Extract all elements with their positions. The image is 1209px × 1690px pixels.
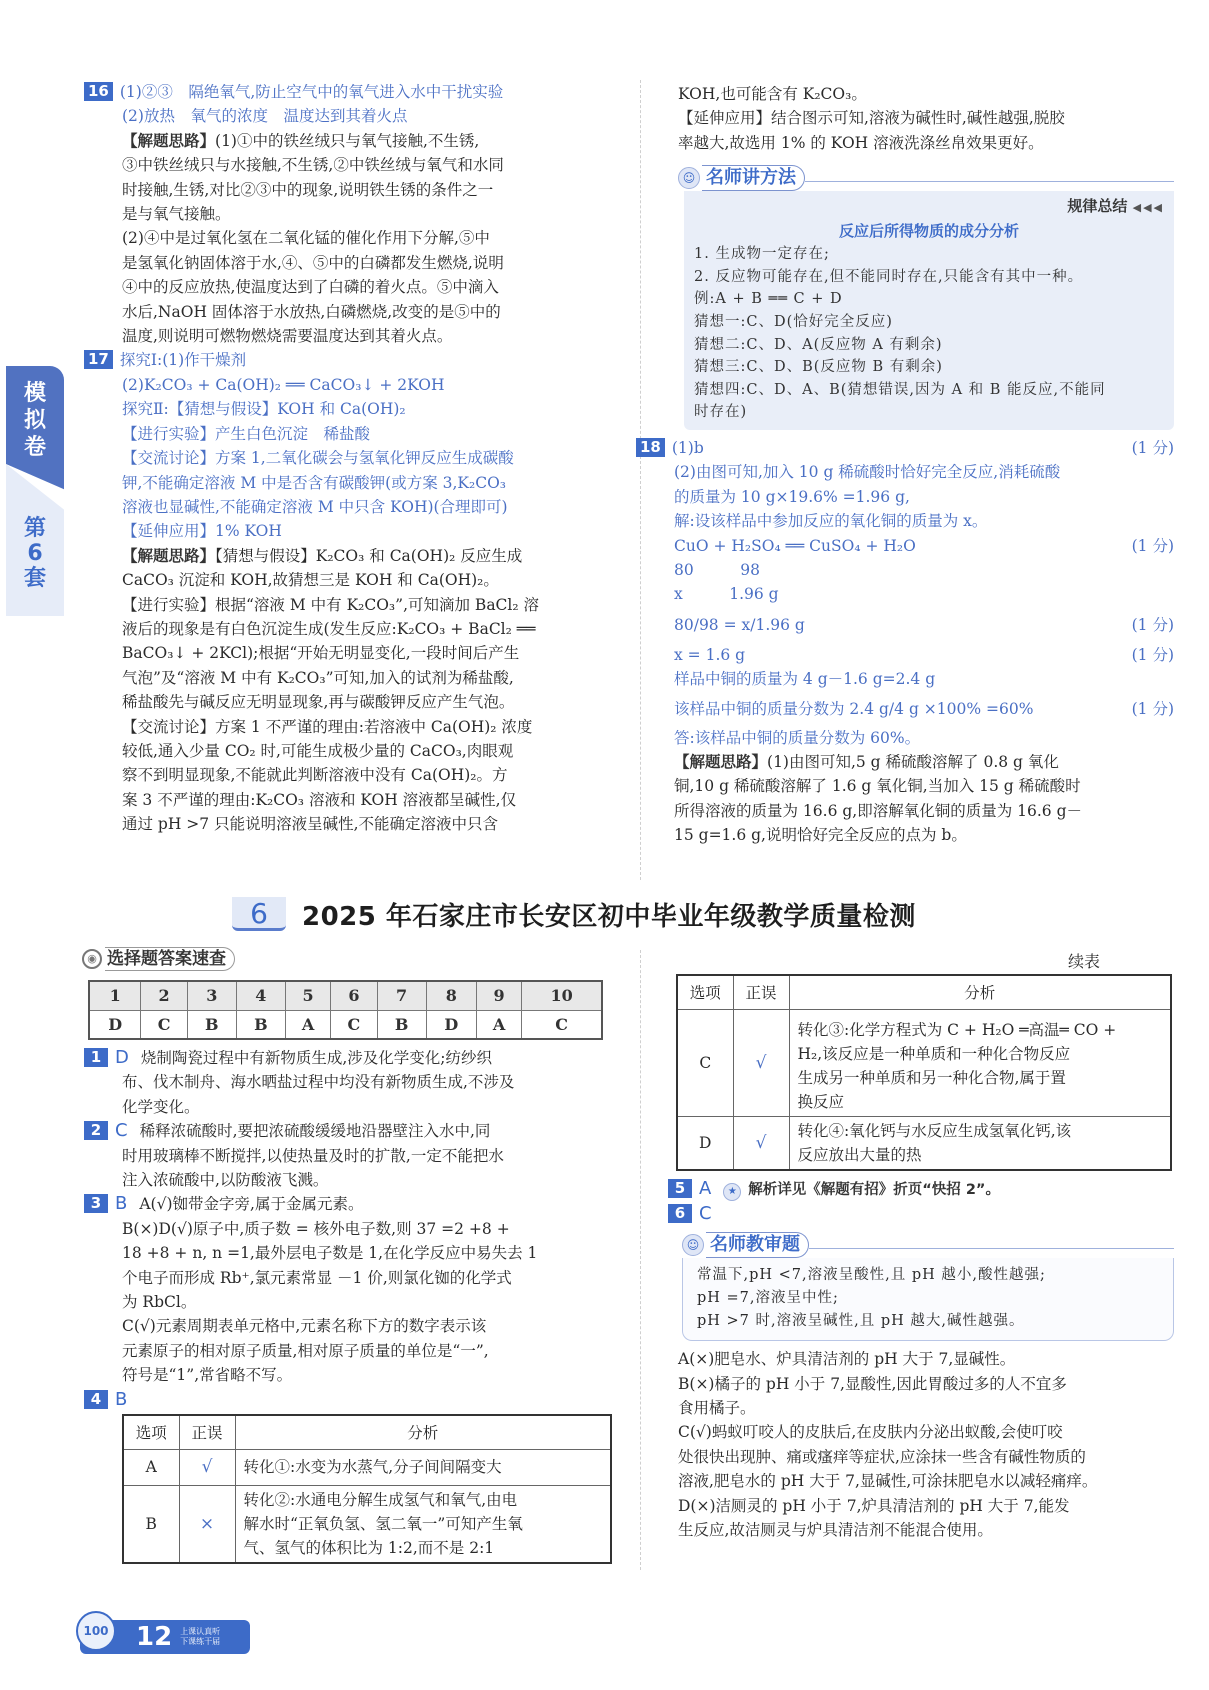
mc-2: 2 C 稀释浓硫酸时,要把浓硫酸缓缓地沿器壁注入水中,同 时用玻璃棒不断搅拌,以使热量及时的扩散,一定不能把水 注入浓硫酸中,以防酸液飞溅。 bbox=[84, 1119, 614, 1192]
column-divider bbox=[640, 950, 641, 1570]
score-label: (1 分) bbox=[1131, 615, 1174, 634]
teacher-method-box bbox=[678, 165, 1174, 430]
question-number-badge: 18 bbox=[636, 438, 665, 457]
q6-analysis: A(×)肥皂水、炉具清洁剂的 pH 大于 7,显碱性。 B(×)橘子的 pH 小于 7,显酸性,因此胃酸过多的人不宜多 食用橘子。 C(√)蚂蚁叮咬人的皮肤后,在皮肤内分泌出蚁酸,会使叮咬 处很快出现肿、痛或瘙痒等症状,应涂抹一些含有碱性物质的 溶液,肥皂水的 pH 大于 7,显碱性,可涂抹肥皂水以减轻痛痒。 D(×)洁厕灵的 pH 小于 7,炉具清洁剂的 pH 大于 7,能发 生反应,故洁厕灵与炉具清洁剂不能混合使用。 bbox=[678, 1350, 1098, 1539]
question-number-badge: 3 bbox=[84, 1194, 108, 1213]
q18-line: 该样品中铜的质量分数为 2.4 g/4 g ×100% =60% (1 分) bbox=[636, 692, 1174, 726]
triangle-left-icon: ◀◀◀ bbox=[1132, 201, 1164, 215]
table-row: B × 转化②:水通电分解生成氢气和氧气,由电 解水时“正氧负氢、氢二氧一”可知产生氧 气、氢气的体积比为 1:2,而不是 2:1 bbox=[123, 1485, 611, 1563]
q4-analysis-table: 选项 正误 分析 A √ 转化①:水变为水蒸气,分子间间隔变大 B × 转化②:水通电分解生成氢气和氧气,由电 解水时“正氧负氢、氢二氧一”可知产生氧 气、氢气的体积比为 1:2,而不是 2:1 bbox=[122, 1414, 612, 1564]
q16-answer-2: (2)放热 氧气的浓度 温度达到其着火点 bbox=[122, 107, 408, 126]
q16-thinking-line: 时接触,生锈,对比②③中的现象,说明铁生锈的条件之一 bbox=[122, 180, 494, 199]
left-column-top bbox=[84, 80, 614, 837]
q17-answer-1: 17 探究Ⅰ:(1)作干燥剂 bbox=[84, 348, 614, 372]
q17-thinking-line: 较低,通入少量 CO₂ 时,可能生成极少量的 CaCO₃,肉眼观 bbox=[122, 741, 514, 760]
question-number-badge: 2 bbox=[84, 1121, 108, 1140]
answer-letter: A bbox=[699, 1177, 712, 1199]
q17-answer-line: 钾,不能确定溶液 M 中是否含有碳酸钾(或方案 3,K₂CO₃ bbox=[122, 473, 506, 492]
check-icon: √ bbox=[733, 1009, 789, 1116]
answer-letter: B bbox=[115, 1388, 128, 1410]
q17-thinking: 【解题思路】【猜想与假设】K₂CO₃ 和 Ca(OH)₂ 反应生成 bbox=[122, 546, 523, 565]
q17-thinking-line: 气泡”及“溶液 M 中有 K₂CO₃”可知,加入的试剂为稀盐酸, bbox=[122, 668, 514, 687]
score-label: (1 分) bbox=[1131, 438, 1174, 457]
quick-answer-numbers-row: 1 2 3 4 5 6 7 8 9 10 bbox=[89, 981, 602, 1010]
mc-3: 3 B A(√)铷带金字旁,属于金属元素。 B(×)D(√)原子中,质子数 = 核外电子数,则 37 =2 +8 + 18 +8 + n, n =1,最外层电子数是 1,在化学反应中易失去 1 个电子而形成 Rb⁺,氯元素常显 －1 价,则氯化铷的化学式 为 RbCl。 C(√)元素周期表单元格中,元素名称下方的数字表示该 元素原子的相对原子质量,相对原子质量的单位是“一”, 符号是“1”,常省略不写。 bbox=[84, 1192, 614, 1387]
mc-4 bbox=[84, 1388, 614, 1564]
q18-line: 18 (1)b (1 分) bbox=[636, 436, 1174, 460]
q17-answer-line: (2)K₂CO₃ + Ca(OH)₂ ══ CaCO₃↓ + 2KOH bbox=[122, 375, 445, 394]
footer-slogan: 上课认真听 下课练干届 bbox=[180, 1627, 221, 1646]
q18-line: 答:该样品中铜的质量分数为 60%。 bbox=[674, 728, 921, 747]
q17-thinking-line: BaCO₃↓ + 2KCl);根据“开始无明显变化,一段时间后产生 bbox=[122, 644, 520, 663]
method-line: 1. 生成物一定存在; bbox=[694, 246, 830, 263]
q18-line: 样品中铜的质量为 4 g－1.6 g=2.4 g bbox=[674, 670, 936, 689]
method-line: 时存在) bbox=[694, 404, 748, 421]
method-kicker: 规律总结 ◀◀◀ bbox=[1067, 197, 1164, 216]
q18-line: 的质量为 10 g×19.6% =1.96 g, bbox=[674, 487, 910, 506]
right-column-top bbox=[640, 82, 1174, 848]
side-tab bbox=[6, 366, 64, 616]
q4-analysis-table-continued: 选项 正误 分析 C √ 转化③:化学方程式为 C + H₂O ═高温═ CO + H₂,该反应是一种单质和一种化合物反应 生成另一种单质和另一种化合物,属于置 换反应 D √ 转化④:氧化钙与水反应生成氢氧化钙,该 反应放出大量的热 bbox=[676, 974, 1172, 1171]
teach-box-header bbox=[682, 1232, 1174, 1258]
q16-thinking-line: 是与氧气接触。 bbox=[122, 205, 231, 224]
mascot-icon: ☺ bbox=[678, 167, 700, 189]
q16-thinking-line: 是氢氧化钠固体溶于水,④、⑤中的白磷都发生燃烧,说明 bbox=[122, 253, 504, 272]
check-icon: √ bbox=[179, 1449, 235, 1485]
question-number-badge: 1 bbox=[84, 1048, 108, 1067]
section-title-text: 2025 年石家庄市长安区初中毕业年级教学质量检测 bbox=[302, 901, 916, 932]
check-icon: √ bbox=[733, 1116, 789, 1170]
method-box-body bbox=[684, 191, 1174, 430]
teach-box-title: 名师教审题 bbox=[706, 1232, 809, 1258]
q17-thinking-line: 察不到明显现象,不能就此判断溶液中没有 Ca(OH)₂。方 bbox=[122, 766, 508, 785]
score-label: (1 分) bbox=[1131, 645, 1174, 664]
method-line: 猜想一:C、D(恰好完全反应) bbox=[694, 314, 893, 330]
mascot-icon: ☺ bbox=[682, 1234, 704, 1256]
q17-continued-line: 率越大,故选用 1% 的 KOH 溶液洗涤丝帛效果更好。 bbox=[678, 133, 1044, 152]
q17-answer-line: 【交流讨论】方案 1,二氧化碳会与氢氧化钾反应生成碳酸 bbox=[122, 449, 514, 468]
q18-thinking-line: 15 g=1.6 g,说明恰好完全反应的点为 b。 bbox=[674, 826, 967, 845]
q5: 5 A ★ 解析详见《解题有招》折页“快招 2”。 bbox=[668, 1177, 1174, 1202]
table-row: D √ 转化④:氧化钙与水反应生成氢氧化钙,该 反应放出大量的热 bbox=[677, 1116, 1171, 1170]
right-column-bottom bbox=[668, 950, 1174, 1542]
q17-answer-line: 【进行实验】产生白色沉淀 稀盐酸 bbox=[122, 424, 371, 443]
q17-thinking-line: 【交流讨论】方案 1 不严谨的理由:若溶液中 Ca(OH)₂ 浓度 bbox=[122, 717, 533, 736]
side-tab-label-set: 第6套 bbox=[23, 516, 46, 591]
question-number-badge: 16 bbox=[84, 82, 113, 101]
question-number-badge: 5 bbox=[668, 1179, 692, 1198]
q17-thinking-line: 稀盐酸先与碱反应无明显现象,再与碳酸钾反应产生气泡。 bbox=[122, 693, 515, 712]
score-label: (1 分) bbox=[1131, 699, 1174, 718]
method-box-title: 名师讲方法 bbox=[702, 165, 805, 191]
q18-line: 80/98 = x/1.96 g (1 分) bbox=[636, 607, 1174, 643]
q17-answer-line: 探究Ⅱ:【猜想与假设】KOH 和 Ca(OH)₂ bbox=[122, 400, 406, 419]
q17-thinking-line: 通过 pH >7 只能说明溶液呈碱性,不能确定溶液中只含 bbox=[122, 815, 498, 834]
answer-letter: C bbox=[699, 1202, 712, 1224]
mascot-icon: 100 bbox=[76, 1611, 116, 1651]
teacher-review-box bbox=[682, 1232, 1174, 1341]
q16-thinking-line: 温度,则说明可燃物燃烧需要温度达到其着火点。 bbox=[122, 327, 453, 346]
q16-thinking-line: (2)④中是过氧化氢在二氧化锰的催化作用下分解,⑤中 bbox=[122, 229, 490, 248]
method-line: 猜想四:C、D、A、B(猜想错误,因为 A 和 B 能反应,不能同 bbox=[694, 381, 1106, 398]
q16-answer-1: 16 (1)②③ 隔绝氧气,防止空气中的氧气进入水中干扰实验 bbox=[84, 80, 614, 104]
method-line: 猜想二:C、D、A(反应物 A 有剩余) bbox=[694, 336, 943, 353]
q16-thinking-line: ④中的反应放热,使温度达到了白磷的着火点。⑤中滴入 bbox=[122, 278, 499, 297]
mc-1: 1 D 烧制陶瓷过程中有新物质生成,涉及化学变化;纺纱织 布、伐木制舟、海水晒盐过程中均没有新物质生成,不涉及 化学变化。 bbox=[84, 1046, 614, 1119]
question-number-badge: 17 bbox=[84, 350, 113, 369]
q18-block bbox=[636, 436, 1174, 848]
q18-line: CuO + H₂SO₄ ══ CuSO₄ + H₂O (1 分) bbox=[636, 534, 1174, 558]
score-label: (1 分) bbox=[1131, 536, 1174, 555]
table-row: A √ 转化①:水变为水蒸气,分子间间隔变大 bbox=[123, 1449, 611, 1485]
q18-thinking: 【解题思路】(1)由图可知,5 g 稀硫酸溶解了 0.8 g 氧化 bbox=[674, 753, 1059, 772]
q17-answer-line: 溶液也显碱性,不能确定溶液 M 中只含 KOH)(合理即可) bbox=[122, 497, 508, 516]
method-line: 2. 反应物可能存在,但不能同时存在,只能含有其中一种。 bbox=[694, 268, 1084, 285]
method-subtitle: 反应后所得物质的成分分析 bbox=[838, 222, 1019, 241]
tip-star-icon: ★ bbox=[723, 1183, 741, 1201]
question-number-badge: 4 bbox=[84, 1390, 108, 1409]
q18-line: 80 98 bbox=[674, 561, 760, 579]
page-number: 12 bbox=[136, 1622, 173, 1652]
answer-letter: B bbox=[115, 1193, 128, 1215]
method-line: 例:A + B ══ C + D bbox=[694, 291, 843, 308]
section-title bbox=[232, 894, 916, 934]
q18-line: 解:设该样品中参加反应的氧化铜的质量为 x。 bbox=[674, 512, 988, 531]
signal-icon: ◉ bbox=[82, 949, 102, 969]
method-line: 猜想三:C、D、B(反应物 B 有剩余) bbox=[694, 359, 943, 376]
q17-continued-line: KOH,也可能含有 K₂CO₃。 bbox=[678, 85, 867, 103]
q18-line: (2)由图可知,加入 10 g 稀硫酸时恰好完全反应,消耗硫酸 bbox=[674, 463, 1061, 482]
q16-thinking-line: 水后,NaOH 固体溶于水放热,白磷燃烧,改变的是⑤中的 bbox=[122, 302, 501, 321]
cross-icon: × bbox=[179, 1485, 235, 1563]
left-column-bottom bbox=[84, 946, 614, 1564]
method-box-header bbox=[678, 165, 1174, 191]
quick-answer-title: 选择题答案速查 bbox=[105, 947, 235, 971]
q18-line: x = 1.6 g (1 分) bbox=[636, 643, 1174, 667]
section-number: 6 bbox=[232, 897, 286, 931]
page-footer bbox=[80, 1620, 250, 1654]
continued-table-label: 续表 bbox=[1067, 952, 1100, 971]
q6 bbox=[668, 1202, 1174, 1226]
table-row: C √ 转化③:化学方程式为 C + H₂O ═高温═ CO + H₂,该反应是一种单质和一种化合物反应 生成另一种单质和另一种化合物,属于置 换反应 bbox=[677, 1009, 1171, 1116]
header-rule bbox=[809, 1248, 1174, 1249]
q18-thinking-line: 铜,10 g 稀硫酸溶解了 1.6 g 氧化铜,当加入 15 g 稀硫酸时 bbox=[674, 777, 1081, 796]
answer-letter: C bbox=[115, 1120, 128, 1142]
q17-answer-line: 【延伸应用】1% KOH bbox=[122, 522, 282, 541]
q16-thinking: 【解题思路】(1)①中的铁丝绒只与氧气接触,不生锈, bbox=[122, 131, 480, 150]
quick-answer-table bbox=[88, 980, 603, 1040]
q17-continued-line: 【延伸应用】结合图示可知,溶液为碱性时,碱性越强,脱胶 bbox=[678, 109, 1065, 128]
question-number-badge: 6 bbox=[668, 1204, 692, 1223]
q17-thinking-line: 【进行实验】根据“溶液 M 中有 K₂CO₃”,可知滴加 BaCl₂ 溶 bbox=[122, 595, 540, 614]
teach-box-body: 常温下,pH <7,溶液呈酸性,且 pH 越小,酸性越强; pH =7,溶液呈中性; pH >7 时,溶液呈碱性,且 pH 越大,碱性越强。 bbox=[682, 1258, 1174, 1341]
quick-answer-letters-row: D C B B A C B D A C bbox=[89, 1010, 602, 1039]
q17-thinking-line: CaCO₃ 沉淀和 KOH,故猜想三是 KOH 和 Ca(OH)₂。 bbox=[122, 571, 499, 590]
q17-thinking-line: 案 3 不严谨的理由:K₂CO₃ 溶液和 KOH 溶液都呈碱性,仅 bbox=[122, 790, 517, 809]
answer-letter: D bbox=[115, 1047, 129, 1068]
q18-thinking-line: 所得溶液的质量为 16.6 g,即溶解氧化铜的质量为 16.6 g－ bbox=[674, 801, 1083, 820]
q17-thinking-line: 液后的现象是有白色沉淀生成(发生反应:K₂CO₃ + BaCl₂ ══ bbox=[122, 619, 536, 638]
header-rule bbox=[805, 181, 1174, 182]
side-tab-label-mock-exam: 模拟卷 bbox=[23, 381, 46, 460]
q18-line: x 1.96 g bbox=[674, 585, 779, 604]
quick-answer-header bbox=[82, 946, 614, 972]
q16-thinking-line: ③中铁丝绒只与水接触,不生锈,②中铁丝绒与氧气和水同 bbox=[122, 156, 504, 175]
